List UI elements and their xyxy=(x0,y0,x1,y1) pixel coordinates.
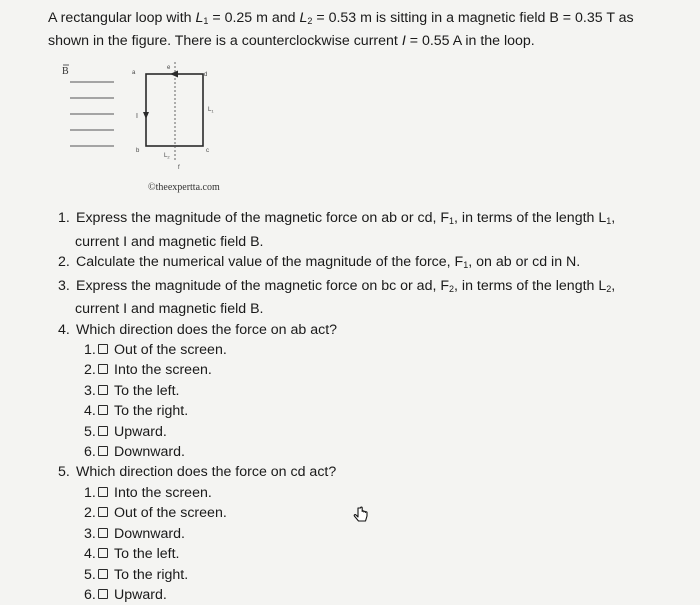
question-2: 2. Calculate the numerical value of the magnitude of the force, $F_1$, on ab or cd in N. xyxy=(58,254,581,270)
checkbox[interactable] xyxy=(98,548,108,558)
current-loop xyxy=(146,74,203,146)
loop-figure xyxy=(58,58,228,178)
field-lines xyxy=(70,82,114,146)
hand-pointer-icon xyxy=(351,505,371,525)
q5-option-3[interactable]: 3. Downward. xyxy=(84,525,185,542)
checkbox[interactable] xyxy=(98,507,108,517)
question-3: 3. Express the magnitude of the magnetic force on bc or ad, $F_2$, in terms of the length $L_2$, current I and magnetic field B. xyxy=(58,277,616,317)
checkbox[interactable] xyxy=(98,487,108,497)
label-L1: $L_1$ xyxy=(208,107,214,114)
label-d: d xyxy=(204,72,208,78)
checkbox[interactable] xyxy=(98,446,108,456)
label-f: f xyxy=(178,165,180,171)
label-B: B xyxy=(62,66,69,77)
current-arrow-top xyxy=(170,71,178,78)
q4-option-6[interactable]: 6. Downward. xyxy=(84,444,185,461)
problem-statement: A rectangular loop with $L_1 = 0.25$ m and $L_2 = 0.53$ m is sitting in a magnetic field B = 0.35 T as shown in the figure. There is a counterclockwise current I = 0.55 A in the loop. xyxy=(48,10,634,49)
q4-option-1[interactable]: 1. Out of the screen. xyxy=(84,342,227,358)
question-1: 1. Express the magnitude of the magnetic force on ab or cd, $F_1$, in terms of the length $L_1$, current I and magnetic field B. xyxy=(58,210,616,250)
figure-credit: ©theexpertta.com xyxy=(148,182,220,193)
checkbox[interactable] xyxy=(98,589,108,599)
checkbox[interactable] xyxy=(98,405,108,415)
checkbox[interactable] xyxy=(98,344,108,354)
q4-option-2[interactable]: 2. Into the screen. xyxy=(84,362,212,379)
q5-option-5[interactable]: 5. To the right. xyxy=(84,566,189,583)
label-I: I xyxy=(136,113,138,120)
q5-option-6[interactable]: 6. Upward. xyxy=(84,586,167,603)
question-5: 5. Which direction does the force on cd act? xyxy=(58,464,337,481)
question-4: 4. Which direction does the force on ab act? xyxy=(58,321,338,338)
checkbox[interactable] xyxy=(98,426,108,436)
label-b: b xyxy=(136,148,140,154)
q5-option-1[interactable]: 1. Into the screen. xyxy=(84,484,212,501)
label-L2: $L_2$ xyxy=(164,153,170,160)
checkbox[interactable] xyxy=(98,364,108,374)
label-c: c xyxy=(206,148,209,154)
q5-option-4[interactable]: 4. To the left. xyxy=(84,546,180,563)
current-arrow-left xyxy=(143,112,149,119)
question-list xyxy=(58,208,658,605)
checkbox[interactable] xyxy=(98,528,108,538)
q4-option-3[interactable]: 3. To the left. xyxy=(84,382,180,399)
checkbox[interactable] xyxy=(98,385,108,395)
checkbox[interactable] xyxy=(98,569,108,579)
q5-option-2[interactable]: 2. Out of the screen. xyxy=(84,505,227,522)
label-e: e xyxy=(167,65,171,71)
q4-option-4[interactable]: 4. To the right. xyxy=(84,403,189,420)
label-a: a xyxy=(132,70,136,76)
q4-option-5[interactable]: 5. Upward. xyxy=(84,423,167,440)
